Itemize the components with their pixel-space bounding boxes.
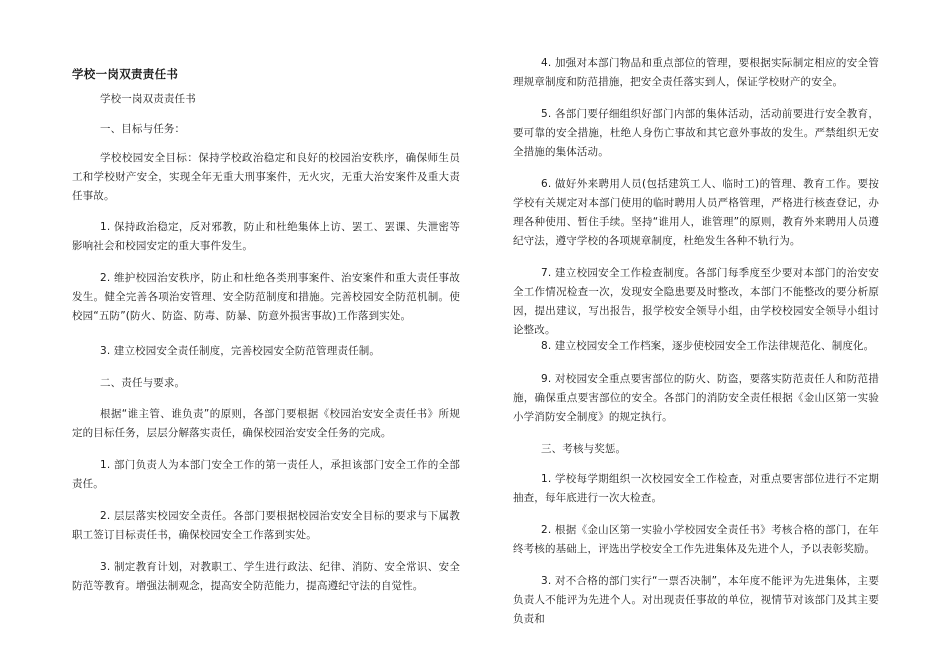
body-paragraph: 2. 层层落实校园安全责任。各部门要根据校园治安安全目标的要求与下属教职工签订目标责任书，确保校园安全工作落到实处。 bbox=[72, 510, 460, 541]
section-heading: 二、责任与要求。 bbox=[100, 377, 186, 389]
body-paragraph: 4. 加强对本部门物品和重点部位的管理，要根据实际制定相应的安全管理规章制度和防范措施，把安全责任落实到人，保证学校财产的安全。 bbox=[513, 57, 879, 88]
body-paragraph: 2. 根据《金山区第一实验小学校园安全责任书》考核合格的部门，在年终考核的基础上，评选出学校安全工作先进集体及先进个人，予以表彰奖励。 bbox=[513, 524, 879, 555]
body-paragraph: 1. 部门负责人为本部门安全工作的第一责任人，承担该部门安全工作的全部责任。 bbox=[72, 459, 460, 490]
body-paragraph: 根据“谁主管、谁负责”的原则，各部门要根据《校园治安安全责任书》所规定的目标任务，层层分解落实责任，确保校园治安安全任务的完成。 bbox=[72, 408, 460, 439]
body-paragraph: 3. 制定教育计划，对教职工、学生进行政法、纪律、消防、安全常识、安全防范等教育。增强法制观念，提高安全防范能力，提高遵纪守法的自觉性。 bbox=[72, 561, 460, 592]
body-paragraph: 5. 各部门要仔细组织好部门内部的集体活动，活动前要进行安全教育，要可靠的安全措施，杜绝人身伤亡事故和其它意外事故的发生。严禁组织无安全措施的集体活动。 bbox=[513, 108, 879, 158]
section-heading: 三、考核与奖惩。 bbox=[541, 443, 627, 455]
body-paragraph: 9. 对校园安全重点要害部位的防火、防盗，要落实防范责任人和防范措施，确保重点要害部位的安全。各部门的消防安全责任根据《金山区第一实验小学消防安全制度》的规定执行。 bbox=[513, 373, 879, 423]
body-paragraph: 1. 学校每学期组织一次校园安全工作检查，对重点要害部位进行不定期抽查，每年底进行一次大检查。 bbox=[513, 473, 879, 504]
document-title: 学校一岗双责责任书 bbox=[72, 67, 179, 81]
body-paragraph: 6. 做好外来聘用人员(包括建筑工人、临时工)的管理、教育工作。要按学校有关规定对本部门使用的临时聘用人员严格管理，严格进行核查登记，办理各种使用、暂住手续。坚持“谁用人，谁管理”的原则，教育外来聘用人员遵纪守法，遵守学校的各项规章制度，杜绝发生各种不轨行为。 bbox=[513, 178, 879, 247]
body-paragraph: 1. 保持政治稳定，反对邪教，防止和杜绝集体上访、罢工、罢课、失泄密等影响社会和校园安定的重大事件发生。 bbox=[72, 221, 460, 252]
body-paragraph: 7. 建立校园安全工作检查制度。各部门每季度至少要对本部门的治安安全工作情况检查一次，发现安全隐患要及时整改，本部门不能整改的要分析原因，提出建议，写出报告，报学校安全领导小组，由学校校园安全领导小组讨论整改。 bbox=[513, 267, 879, 336]
subtitle-paragraph: 学校一岗双责责任书 bbox=[100, 93, 196, 105]
body-paragraph: 学校校园安全目标：保持学校政治稳定和良好的校园治安秩序，确保师生员工和学校财产安全，实现全年无重大刑事案件，无火灾，无重大治安案件及重大责任事故。 bbox=[72, 152, 460, 202]
body-paragraph: 2. 维护校园治安秩序，防止和杜绝各类刑事案件、治安案件和重大责任事故发生。健全完善各项治安管理、安全防范制度和措施。完善校园安全防范机制。使校园“五防”(防火、防盗、防毒、防暴、防意外损害事故)工作落到实处。 bbox=[72, 272, 460, 322]
section-heading: 一、目标与任务： bbox=[100, 123, 186, 135]
body-paragraph: 8. 建立校园安全工作档案，逐步使校园安全工作法律规范化、制度化。 bbox=[541, 340, 875, 352]
body-paragraph: 3. 建立校园安全责任制度，完善校园安全防范管理责任制。 bbox=[100, 345, 381, 357]
body-paragraph: 3. 对不合格的部门实行“一票否决制”，本年度不能评为先进集体，主要负责人不能评为先进个人。对出现责任事故的单位，视情节对该部门及其主要负责和 bbox=[513, 575, 879, 625]
